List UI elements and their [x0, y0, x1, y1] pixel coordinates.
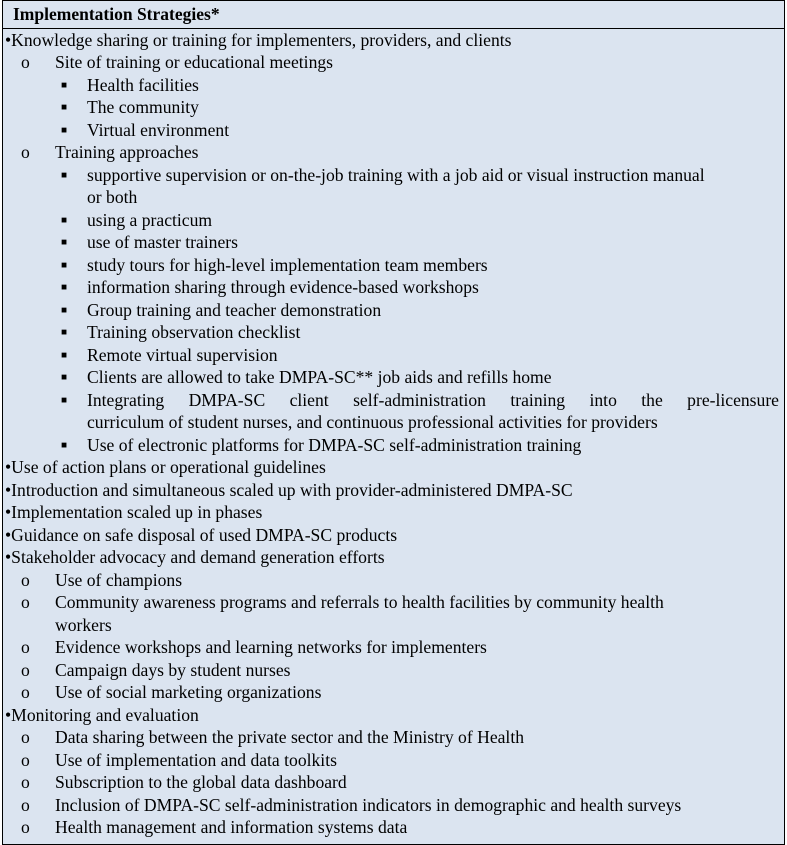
- square-marker: ■: [61, 372, 68, 383]
- list-item: ■ Remote virtual supervision: [61, 344, 278, 368]
- square-marker: ■: [61, 327, 68, 338]
- circle-marker: o: [21, 772, 30, 792]
- list-item: •Guidance on safe disposal of used DMPA-SC products: [5, 524, 398, 545]
- circle-marker: o: [21, 682, 30, 702]
- circle-marker: o: [21, 749, 30, 770]
- square-marker: ■: [61, 102, 68, 113]
- circle-marker: o: [21, 52, 30, 72]
- list-item: •Introduction and simultaneous scaled up with provider-administered DMPA-SC: [5, 479, 573, 500]
- list-item: ■ using a practicum: [61, 209, 212, 233]
- list-item: ■ Integrating DMPA-SC client self-administration training into the pre-licensure: [61, 389, 779, 413]
- list-item: ■ Virtual environment: [61, 119, 229, 143]
- list-item: o Use of implementation and data toolkits: [21, 749, 337, 770]
- list-item: o Health management and information systems data: [21, 817, 408, 837]
- square-marker: ■: [61, 169, 68, 181]
- circle-marker: o: [21, 727, 30, 747]
- list-item: o Site of training or educational meetings: [21, 52, 334, 72]
- circle-marker: o: [21, 142, 30, 162]
- bullet-marker: •: [5, 479, 12, 500]
- bullet-marker: •: [5, 547, 12, 567]
- circle-marker: o: [21, 592, 30, 612]
- bullet-marker: •: [5, 524, 12, 545]
- list-item: o Evidence workshops and learning networks for implementers: [21, 637, 487, 657]
- strategies-list: [3, 29, 784, 844]
- circle-marker: o: [21, 637, 30, 657]
- circle-marker: o: [21, 817, 30, 837]
- list-item-continuation: workers: [55, 614, 112, 635]
- square-marker: ■: [61, 439, 68, 451]
- list-item: •Monitoring and evaluation: [5, 704, 199, 725]
- list-item: ■ Use of electronic platforms for DMPA-SC self-administration training: [61, 434, 581, 458]
- list-item: •Implementation scaled up in phases: [5, 502, 263, 522]
- square-marker: ■: [61, 304, 68, 316]
- bullet-marker: •: [5, 704, 12, 725]
- square-marker: ■: [61, 214, 68, 226]
- list-item: o Campaign days by student nurses: [21, 659, 291, 680]
- square-marker: ■: [61, 79, 68, 91]
- square-marker: ■: [61, 394, 68, 406]
- list-item: ■ Group training and teacher demonstration: [61, 299, 381, 323]
- list-item: ■ Health facilities: [61, 74, 199, 98]
- square-marker: ■: [61, 349, 68, 361]
- table-header: Implementation Strategies*: [3, 1, 784, 29]
- circle-marker: o: [21, 659, 30, 680]
- list-item: o Community awareness programs and referrals to health facilities by community health: [21, 592, 664, 612]
- list-item: o Inclusion of DMPA-SC self-administration indicators in demographic and health surveys: [21, 794, 682, 815]
- list-item: ■ information sharing through evidence-based workshops: [61, 276, 479, 300]
- list-item: o Use of champions: [21, 569, 183, 590]
- circle-marker: o: [21, 569, 30, 590]
- bullet-marker: •: [5, 457, 12, 477]
- list-item: ■ use of master trainers: [61, 231, 238, 255]
- square-marker: ■: [61, 124, 68, 136]
- list-item: o Subscription to the global data dashboard: [21, 772, 347, 792]
- square-marker: ■: [61, 259, 68, 271]
- circle-marker: o: [21, 794, 30, 815]
- list-item: ■ study tours for high-level implementation team members: [61, 254, 488, 278]
- list-item: o Use of social marketing organizations: [21, 682, 322, 702]
- strategies-table: [2, 0, 785, 845]
- square-marker: ■: [61, 237, 68, 248]
- list-item: ■ Clients are allowed to take DMPA-SC** job aids and refills home: [61, 366, 552, 390]
- list-item: •Stakeholder advocacy and demand generation efforts: [5, 547, 385, 567]
- list-item: ■ The community: [61, 96, 199, 120]
- list-item: ■ Training observation checklist: [61, 321, 300, 345]
- bullet-marker: •: [5, 502, 12, 522]
- list-item-continuation: or both: [87, 187, 138, 207]
- list-item: •Use of action plans or operational guidelines: [5, 457, 326, 477]
- bullet-marker: •: [5, 30, 12, 50]
- square-marker: ■: [61, 282, 68, 293]
- list-item: o Training approaches: [21, 142, 199, 162]
- list-item-continuation: curriculum of student nurses, and continuous professional activities for providers: [87, 412, 658, 432]
- list-item: •Knowledge sharing or training for implementers, providers, and clients: [5, 30, 512, 50]
- list-item: o Data sharing between the private sector and the Ministry of Health: [21, 727, 525, 747]
- list-item: ■ supportive supervision or on-the-job training with a job aid or visual instruction manual: [61, 164, 705, 188]
